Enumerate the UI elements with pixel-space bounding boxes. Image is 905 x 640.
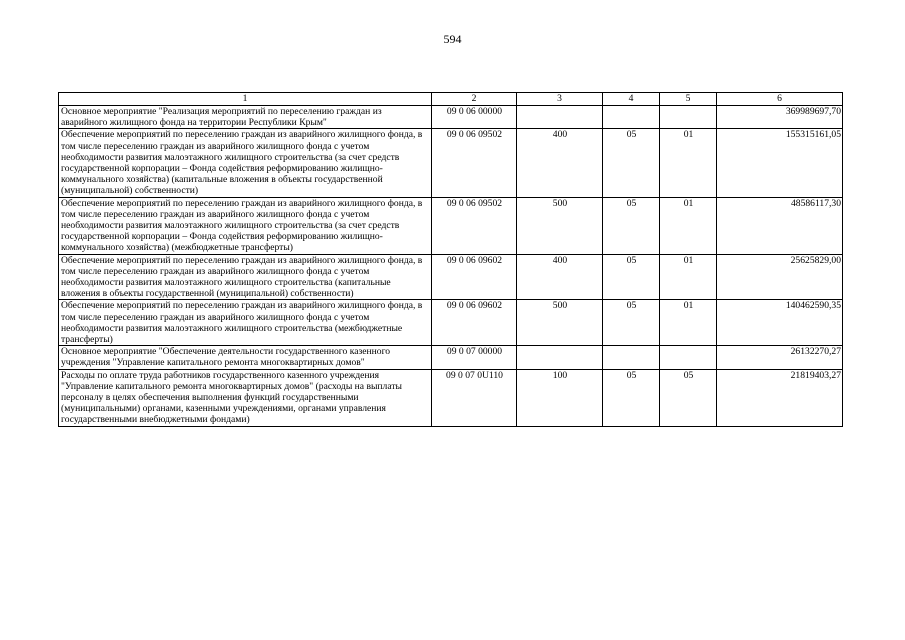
- row-amount-cell: 140462590,35: [717, 300, 843, 346]
- row-pr-cell: 01: [660, 300, 717, 346]
- column-header: 4: [603, 93, 660, 106]
- row-vr-cell: 100: [517, 369, 603, 426]
- row-code-cell: 09 0 06 09502: [432, 197, 517, 254]
- row-code-cell: 09 0 06 09502: [432, 129, 517, 197]
- row-amount-cell: 155315161,05: [717, 129, 843, 197]
- column-header: 6: [717, 93, 843, 106]
- row-amount-cell: 369989697,70: [717, 106, 843, 129]
- row-rz-cell: [603, 106, 660, 129]
- row-pr-cell: 05: [660, 369, 717, 426]
- row-amount-cell: 26132270,27: [717, 346, 843, 369]
- row-rz-cell: 05: [603, 369, 660, 426]
- row-name-cell: Расходы по оплате труда работников государственного казенного учреждения "Управление капитального ремонта многоквартирных домов" (расходы на выплаты персоналу в целях обеспечения выполнения функций государственными (муниципальными) органами, казенными учреждениями, органами управления государственными внебюджетными фондами): [59, 369, 432, 426]
- table-row: [59, 254, 843, 300]
- row-code-cell: 09 0 06 09602: [432, 300, 517, 346]
- row-name-cell: Обеспечение мероприятий по переселению граждан из аварийного жилищного фонда, в том числе переселению граждан из аварийного жилищного фонда с учетом необходимости развития малоэтажного жилищного строительства (за счет средств государственной корпорации – Фонда содействия реформированию жилищно-коммунального хозяйства) (межбюджетные трансферты): [59, 197, 432, 254]
- row-name-cell: Обеспечение мероприятий по переселению граждан из аварийного жилищного фонда, в том числе переселению граждан из аварийного жилищного фонда с учетом необходимости развития малоэтажного жилищного строительства (капитальные вложения в объекты государственной (муниципальной) собственности): [59, 254, 432, 300]
- row-vr-cell: [517, 106, 603, 129]
- column-header: 5: [660, 93, 717, 106]
- row-rz-cell: 05: [603, 129, 660, 197]
- row-name-cell: Основное мероприятие "Реализация мероприятий по переселению граждан из аварийного жилищного фонда на территории Республики Крым": [59, 106, 432, 129]
- row-vr-cell: 500: [517, 300, 603, 346]
- table-row: [59, 106, 843, 129]
- column-header: 1: [59, 93, 432, 106]
- row-vr-cell: 400: [517, 129, 603, 197]
- row-vr-cell: [517, 346, 603, 369]
- row-pr-cell: 01: [660, 129, 717, 197]
- column-header: 3: [517, 93, 603, 106]
- row-vr-cell: 400: [517, 254, 603, 300]
- table-row: [59, 300, 843, 346]
- row-amount-cell: 21819403,27: [717, 369, 843, 426]
- budget-table: [58, 92, 843, 427]
- row-name-cell: Обеспечение мероприятий по переселению граждан из аварийного жилищного фонда, в том числе переселению граждан из аварийного жилищного фонда с учетом необходимости развития малоэтажного жилищного строительства (межбюджетные трансферты): [59, 300, 432, 346]
- table-row: [59, 197, 843, 254]
- row-pr-cell: [660, 346, 717, 369]
- row-pr-cell: 01: [660, 197, 717, 254]
- row-pr-cell: 01: [660, 254, 717, 300]
- row-name-cell: Обеспечение мероприятий по переселению граждан из аварийного жилищного фонда, в том числе переселению граждан из аварийного жилищного фонда с учетом необходимости развития малоэтажного жилищного строительства (за счет средств государственной корпорации – Фонда содействия реформированию жилищно-коммунального хозяйства) (капитальные вложения в объекты государственной (муниципальной) собственности): [59, 129, 432, 197]
- table-header-row: [59, 93, 843, 106]
- row-rz-cell: 05: [603, 197, 660, 254]
- table-row: [59, 346, 843, 369]
- row-name-cell: Основное мероприятие "Обеспечение деятельности государственного казенного учреждения "Управление капитального ремонта многоквартирных домов": [59, 346, 432, 369]
- table-row: [59, 369, 843, 426]
- row-rz-cell: [603, 346, 660, 369]
- row-code-cell: 09 0 06 09602: [432, 254, 517, 300]
- row-amount-cell: 25625829,00: [717, 254, 843, 300]
- row-rz-cell: 05: [603, 300, 660, 346]
- row-code-cell: 09 0 06 00000: [432, 106, 517, 129]
- row-code-cell: 09 0 07 0U110: [432, 369, 517, 426]
- row-vr-cell: 500: [517, 197, 603, 254]
- row-code-cell: 09 0 07 00000: [432, 346, 517, 369]
- row-amount-cell: 48586117,30: [717, 197, 843, 254]
- row-pr-cell: [660, 106, 717, 129]
- column-header: 2: [432, 93, 517, 106]
- page-number: 594: [443, 32, 462, 46]
- row-rz-cell: 05: [603, 254, 660, 300]
- table-row: [59, 129, 843, 197]
